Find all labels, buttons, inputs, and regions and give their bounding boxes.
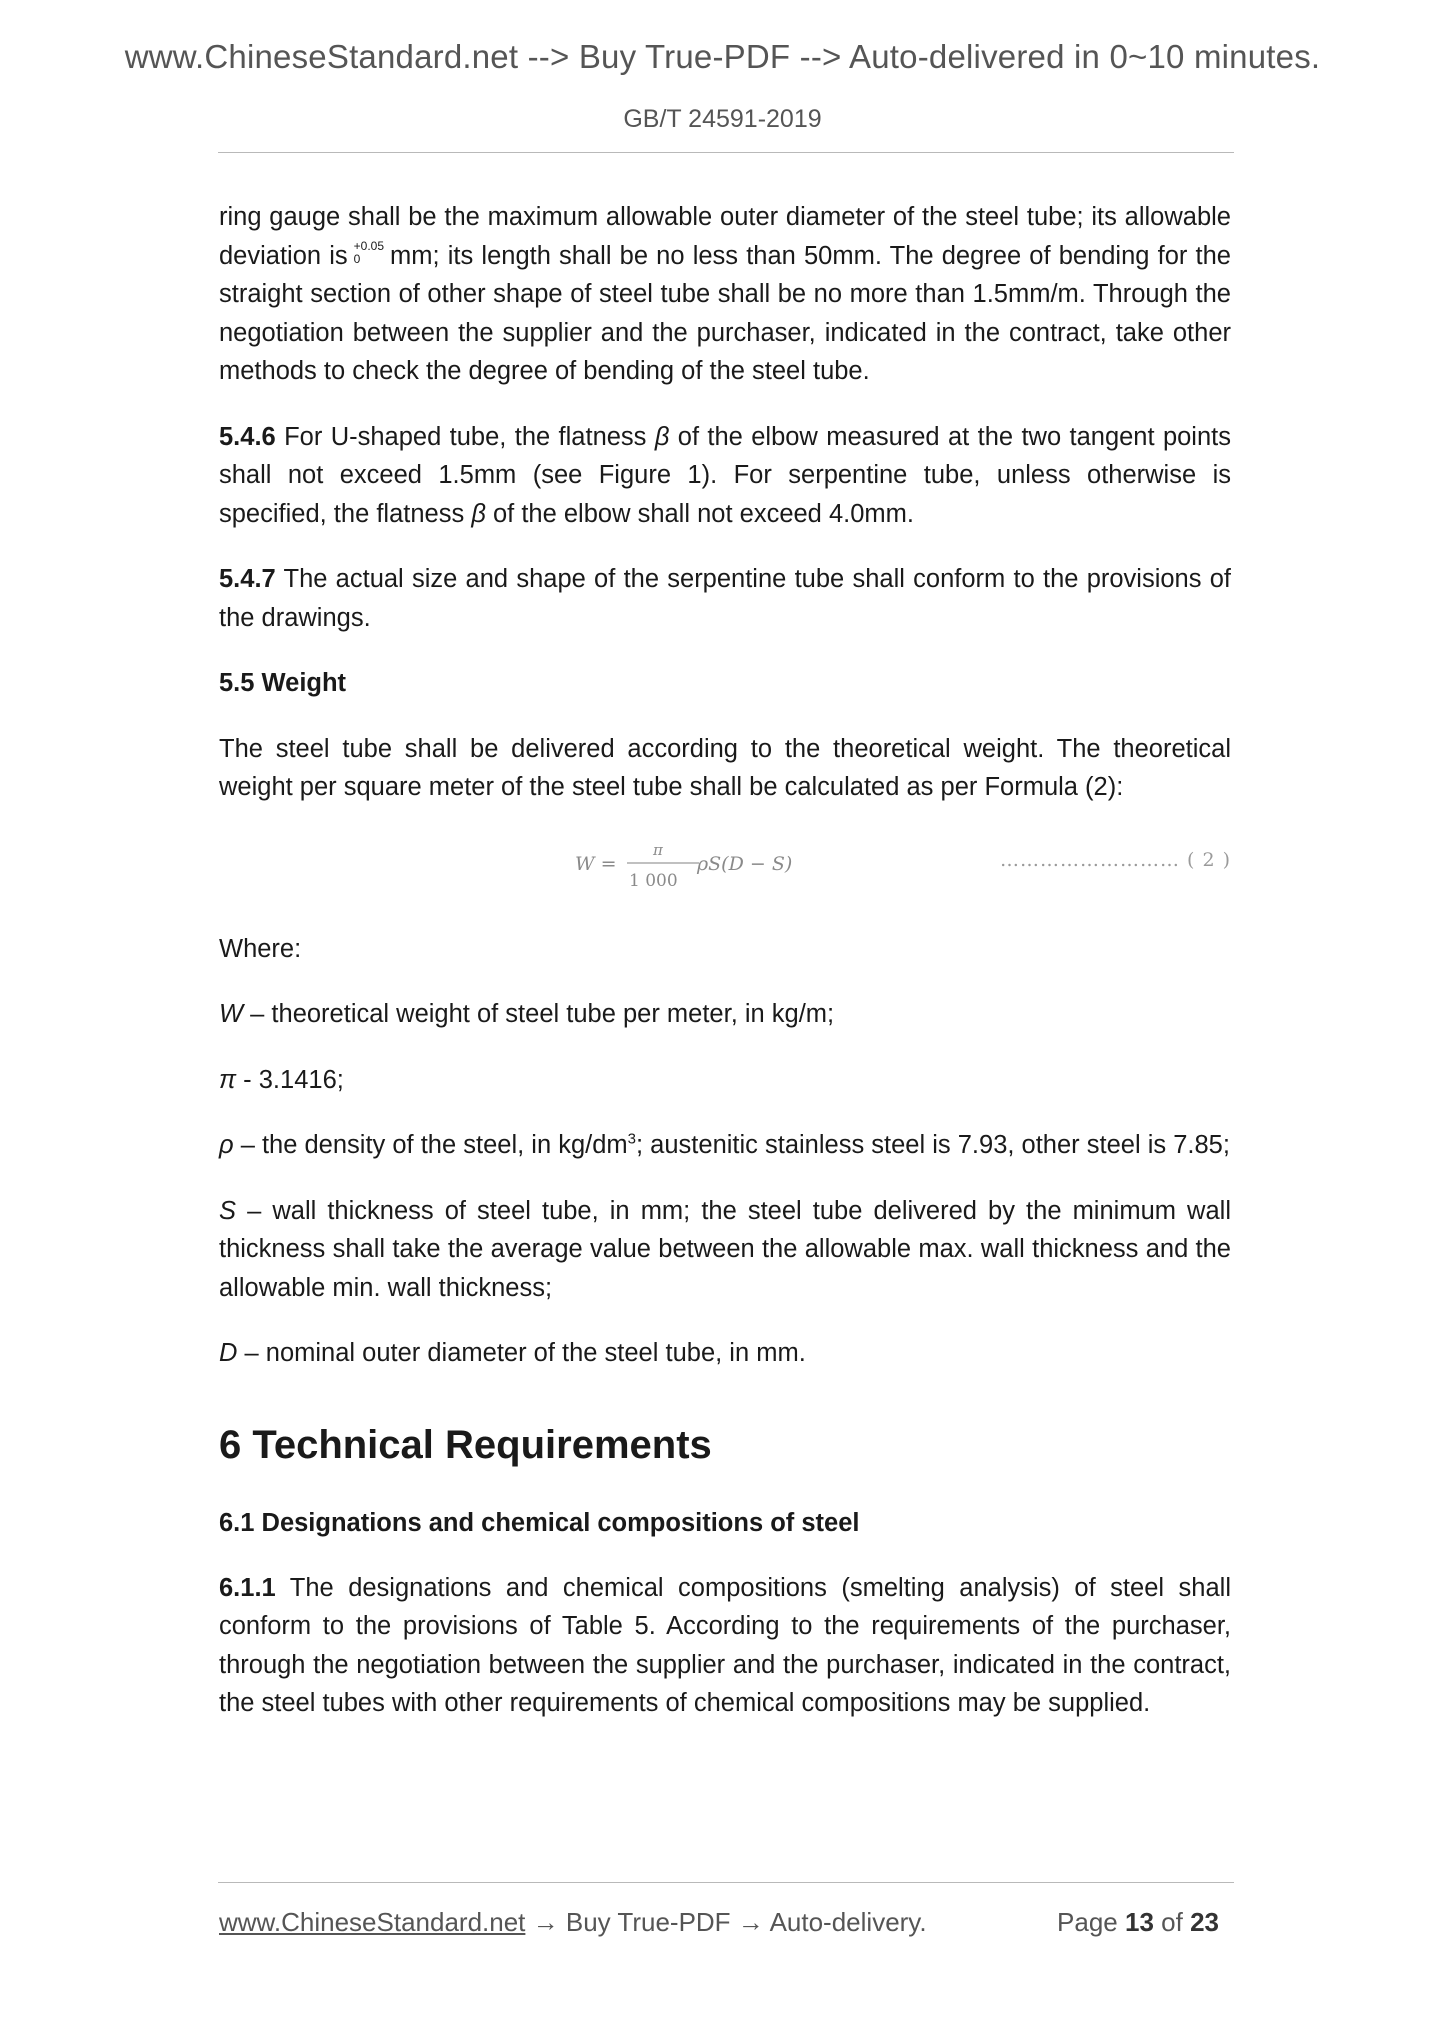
definition-w: W – theoretical weight of steel tube per meter, in kg/m; bbox=[219, 1000, 835, 1028]
footer-promo: www.ChineseStandard.net → Buy True-PDF → Auto-delivery. bbox=[219, 1907, 927, 1937]
clause-6-1-1: 6.1.1 The designations and chemical compositions (smelting analysis) of steel shall conform to the provisions of Table 5. According to the requirements of the purchaser, through the negotiation between the supplier and the purchaser, indicated in the contract, the steel tubes with other requirements of chemical compositions may be supplied. bbox=[219, 1573, 1231, 1717]
page-indicator: Page 13 of 23 bbox=[1057, 1907, 1219, 1937]
formula-numerator: π bbox=[653, 840, 663, 859]
page-content bbox=[219, 198, 1231, 1723]
formula-2 bbox=[219, 827, 1231, 903]
definition-rho: ρ – the density of the steel, in $kg/dm^3$; austenitic stainless steel is 7.93, other steel is 7.85; bbox=[219, 1130, 1230, 1159]
footer-divider bbox=[218, 1882, 1234, 1883]
header-divider bbox=[218, 152, 1234, 153]
formula-denominator: 1 000 bbox=[629, 870, 678, 891]
definition-s: S – wall thickness of steel tube, in mm; the steel tube delivered by the minimum wall thickness shall take the average value between the allowable max. wall thickness and the allowable min. wall thickness; bbox=[219, 1196, 1231, 1302]
footer-site-link[interactable]: www.ChineseStandard.net bbox=[219, 1907, 526, 1937]
paragraph-ring-gauge: ring gauge shall be the maximum allowable outer diameter of the steel tube; its allowable deviation is +0.05 0 mm; its length shall be no less than 50mm. The degree of bending for the straight section of other shape of steel tube shall be no more than 1.5mm/m. Through the negotiation between the supplier and the purchaser, indicated in the contract, take other methods to check the degree of bending of the steel tube. bbox=[219, 203, 1231, 385]
where-label: Where: bbox=[219, 934, 302, 963]
clause-5-4-6: 5.4.6 For U-shaped tube, the flatness β of the elbow measured at the two tangent points shall not exceed 1.5mm (see Figure 1). For serpentine tube, unless otherwise is specified, the flatness β of the elbow shall not exceed 4.0mm. bbox=[219, 422, 1231, 528]
section-6-heading: 6 Technical Requirements bbox=[219, 1422, 712, 1467]
section-5-5-text: The steel tube shall be delivered according to the theoretical weight. The theoretical weight per square meter of the steel tube shall be calculated as per Formula (2): bbox=[219, 734, 1231, 801]
formula-number: ……………………… ( 2 ) bbox=[999, 848, 1231, 871]
tolerance: +0.05 0 bbox=[353, 238, 385, 266]
section-5-5-title: 5.5 Weight bbox=[219, 669, 347, 697]
section-6-1-heading: 6.1 Designations and chemical compositions of steel bbox=[219, 1508, 860, 1537]
document-id: GB/T 24591-2019 bbox=[623, 105, 822, 133]
formula-lhs: W = bbox=[575, 852, 617, 875]
formula-graphic bbox=[573, 827, 823, 903]
definition-pi: π - 3.1416; bbox=[219, 1065, 344, 1094]
site-banner: www.ChineseStandard.net --> Buy True-PDF --> Auto-delivered in 0~10 minutes. bbox=[124, 38, 1321, 75]
definition-d: D – nominal outer diameter of the steel tube, in mm. bbox=[219, 1339, 806, 1367]
formula-rhs: ρS(D − S) bbox=[697, 852, 793, 875]
clause-5-4-7: 5.4.7 The actual size and shape of the serpentine tube shall conform to the provisions of the drawings. bbox=[219, 565, 1231, 632]
